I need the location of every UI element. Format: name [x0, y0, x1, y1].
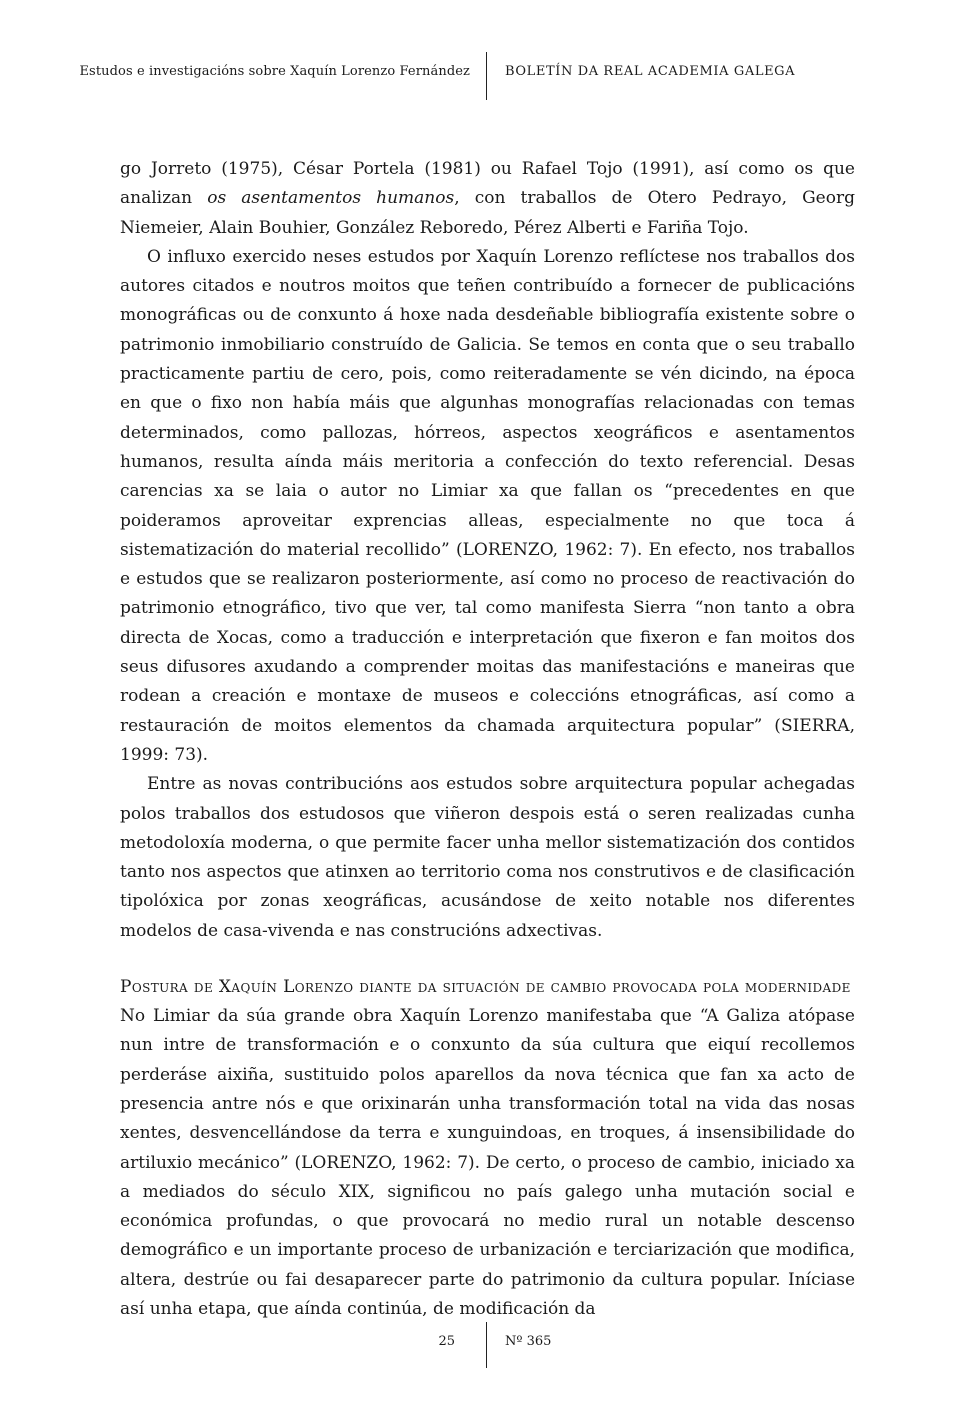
- paragraph-1-emphasis: os asentamentos humanos: [207, 188, 455, 209]
- running-header-left: Estudos e investigacións sobre Xaquín Lorenzo Fernández: [79, 64, 470, 79]
- paragraph-2: O influxo exercido neses estudos por Xaquín Lorenzo reflíctese nos traballos dos autores citados e noutros moitos que teñen contribuído a fornecer de publicacións monográficas ou de conxunto á hoxe nada desdeñable bibliografía existente sobre o patrimonio inmobiliario construído de Galicia. Se temos en conta que o seu traballo practicamente partiu de cero, pois, como reiteradamente se vén dicindo, na época en que o fixo non había máis que algunhas monografías relacionadas con temas determinados, como pallozas, hórreos, aspectos xeográficos e asentamentos humanos, resulta aínda máis meritoria a confección do texto referencial. Desas carencias xa se laia o autor no Limiar xa que fallan os “precedentes en que poideramos aproveitar exprencias alleas, especialmente no que toca á sistematización do material recollido” (LORENZO, 1962: 7). En efecto, nos traballos e estudos que se realizaron posteriormente, así como no proceso de reactivación do patrimonio etnográfico, tivo que ver, tal como manifesta Sierra “non tanto a obra directa de Xocas, como a traducción e interpretación que fixeron e fan moitos dos seus difusores axudando a comprender moitas das manifestacións e maneiras que rodean a creación e montaxe de museos e coleccións etnográficas, así como a restauración de moitos elementos da chamada arquitectura popular” (SIERRA, 1999: 73).: [120, 246, 855, 765]
- footer-divider: [486, 1322, 487, 1368]
- running-header-right: BOLETÍN DA REAL ACADEMIA GALEGA: [505, 64, 796, 79]
- paragraph-1-text-a: go Jorreto (1975), César Portela (1981) ou Rafael Tojo (1991), así como os que analizan: [120, 159, 855, 209]
- paragraph-1: [120, 155, 855, 243]
- section-heading: Postura de Xaquín Lorenzo diante da situación de cambio provocada pola modernidade: [120, 977, 851, 998]
- body-text: [120, 155, 855, 1324]
- paragraph-3: Entre as novas contribucións aos estudos sobre arquitectura popular achegadas polos traballos dos estudosos que viñeron despois está o seren realizadas cunha metodoloxía moderna, o que permite facer unha mellor sistematización dos contidos tanto nos aspectos que atinxen ao territorio coma nos construtivos e de clasificación tipolóxica por zonas xeográficas, acusándose de xeito notable nos diferentes modelos de casa-vivenda e nas construcións adxectivas.: [120, 774, 855, 941]
- paragraph-4: No Limiar da súa grande obra Xaquín Lorenzo manifestaba que “A Galiza atópase nun intre de transformación e o conxunto da súa cultura que eiquí recollemos perderáse aixiña, sustituido polos aparellos da nova técnica que fan xa acto de presencia antre nós e que orixinarán unha transformación total na vida das nosas xentes, desvencellándose da terra e xunguindoas, en troques, á insensibilidade do artiluxio mecánico” (LORENZO, 1962: 7). De certo, o proceso de cambio, iniciado xa a mediados do século XIX, significou no país galego unha mutación social e económica profundas, o que provocará no medio rural un notable descenso demográfico e un importante proceso de urbanización e terciarización que modifica, altera, destrúe ou fai desaparecer parte do patrimonio da cultura popular. Iníciase así unha etapa, que aínda continúa, de modificación da: [120, 1006, 855, 1319]
- paragraph-1-text-b: , con traballos de Otero Pedrayo, Georg Niemeier, Alain Bouhier, González Reboredo, Pérez Alberti e Fariña Tojo.: [120, 188, 855, 238]
- issue-number: Nº 365: [505, 1334, 552, 1349]
- page-number: 25: [438, 1334, 455, 1349]
- header-divider: [486, 52, 487, 100]
